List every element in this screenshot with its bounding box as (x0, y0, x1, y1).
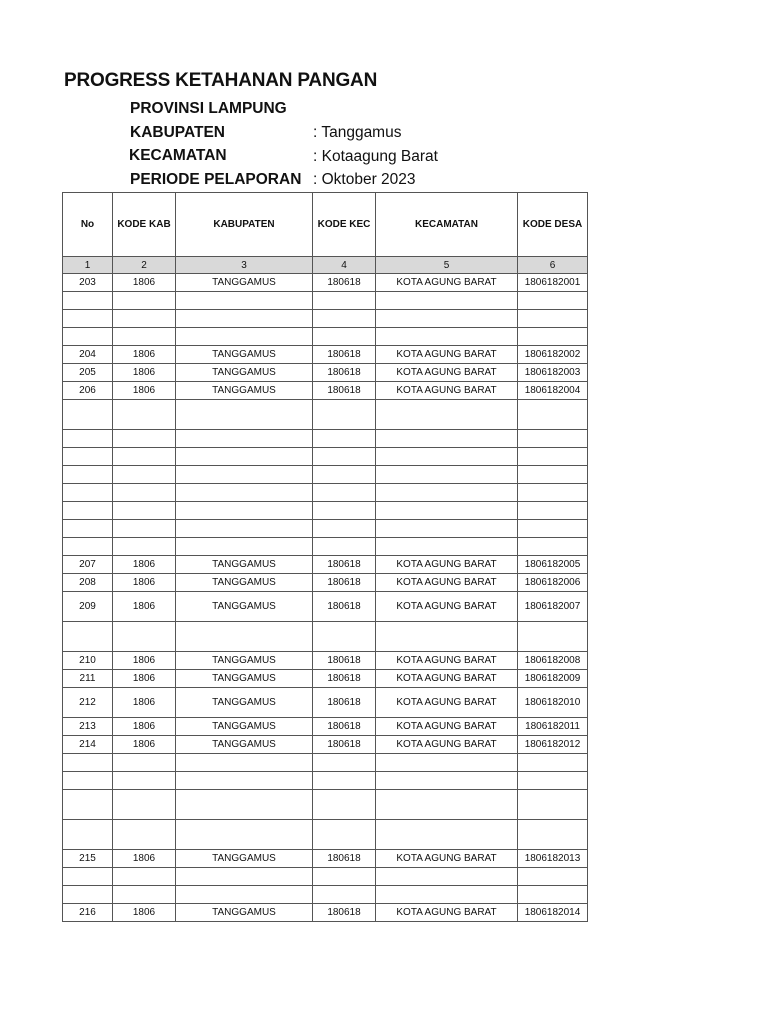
col-index: 6 (518, 257, 588, 274)
cell-kabupaten (176, 466, 313, 484)
col-index: 1 (63, 257, 113, 274)
cell-kabupaten (176, 790, 313, 820)
cell-kabupaten: TANGGAMUS (176, 688, 313, 718)
kecamatan-value: : Kotaagung Barat (313, 148, 438, 165)
cell-kode-kec (313, 820, 376, 850)
col-index: 5 (376, 257, 518, 274)
col-header-kode-kec: KODE KEC (313, 193, 376, 257)
col-index: 4 (313, 257, 376, 274)
table-row (63, 556, 588, 574)
cell-no (63, 292, 113, 310)
cell-no (63, 448, 113, 466)
cell-kecamatan: KOTA AGUNG BARAT (376, 670, 518, 688)
cell-kode-kec: 180618 (313, 556, 376, 574)
cell-kecamatan: KOTA AGUNG BARAT (376, 718, 518, 736)
cell-kode-kec (313, 502, 376, 520)
cell-kecamatan: KOTA AGUNG BARAT (376, 364, 518, 382)
progress-table (62, 192, 588, 922)
table-row (63, 850, 588, 868)
cell-kabupaten (176, 754, 313, 772)
cell-kabupaten (176, 328, 313, 346)
cell-kecamatan: KOTA AGUNG BARAT (376, 688, 518, 718)
cell-kabupaten (176, 400, 313, 430)
period-label: PERIODE PELAPORAN (130, 171, 302, 188)
cell-kode-kec: 180618 (313, 652, 376, 670)
table-row (63, 400, 588, 430)
cell-kecamatan (376, 790, 518, 820)
cell-kabupaten (176, 868, 313, 886)
table-row (63, 574, 588, 592)
table-row (63, 736, 588, 754)
cell-kode-kec: 180618 (313, 850, 376, 868)
cell-kabupaten (176, 484, 313, 502)
cell-kecamatan (376, 520, 518, 538)
cell-kecamatan (376, 622, 518, 652)
cell-no (63, 538, 113, 556)
cell-kode-kab (113, 448, 176, 466)
cell-kecamatan: KOTA AGUNG BARAT (376, 592, 518, 622)
cell-kecamatan (376, 886, 518, 904)
table-row (63, 688, 588, 718)
cell-kecamatan (376, 292, 518, 310)
table-row (63, 820, 588, 850)
cell-no (63, 790, 113, 820)
cell-kode-kab (113, 520, 176, 538)
cell-kode-kec (313, 772, 376, 790)
cell-no (63, 622, 113, 652)
cell-kode-kec: 180618 (313, 670, 376, 688)
cell-kode-kec: 180618 (313, 718, 376, 736)
cell-kode-kec (313, 484, 376, 502)
cell-kode-desa (518, 310, 588, 328)
cell-no: 205 (63, 364, 113, 382)
cell-kode-kec (313, 790, 376, 820)
table-row (63, 346, 588, 364)
cell-kode-desa (518, 502, 588, 520)
cell-kecamatan: KOTA AGUNG BARAT (376, 382, 518, 400)
cell-kabupaten: TANGGAMUS (176, 346, 313, 364)
cell-kode-desa (518, 520, 588, 538)
cell-kecamatan: KOTA AGUNG BARAT (376, 904, 518, 922)
table-row (63, 718, 588, 736)
table-row (63, 886, 588, 904)
cell-kecamatan (376, 400, 518, 430)
cell-kabupaten (176, 310, 313, 328)
cell-kabupaten: TANGGAMUS (176, 364, 313, 382)
cell-kode-kec (313, 520, 376, 538)
cell-kode-kab (113, 466, 176, 484)
table-row (63, 292, 588, 310)
cell-kecamatan: KOTA AGUNG BARAT (376, 574, 518, 592)
cell-no: 213 (63, 718, 113, 736)
col-index: 3 (176, 257, 313, 274)
cell-kode-kec: 180618 (313, 574, 376, 592)
cell-kode-desa (518, 328, 588, 346)
cell-kode-desa: 1806182005 (518, 556, 588, 574)
table-row (63, 592, 588, 622)
table-row (63, 466, 588, 484)
table-row (63, 622, 588, 652)
table-row (63, 670, 588, 688)
cell-kabupaten: TANGGAMUS (176, 736, 313, 754)
cell-kode-desa (518, 754, 588, 772)
cell-kabupaten: TANGGAMUS (176, 592, 313, 622)
cell-kode-kab (113, 400, 176, 430)
cell-no: 211 (63, 670, 113, 688)
cell-kode-desa: 1806182013 (518, 850, 588, 868)
cell-kabupaten (176, 538, 313, 556)
period-value: : Oktober 2023 (313, 171, 416, 188)
cell-no (63, 754, 113, 772)
cell-kecamatan (376, 538, 518, 556)
cell-no (63, 868, 113, 886)
cell-kode-desa (518, 790, 588, 820)
cell-no: 203 (63, 274, 113, 292)
cell-kabupaten: TANGGAMUS (176, 718, 313, 736)
cell-kabupaten (176, 430, 313, 448)
cell-kode-kab: 1806 (113, 592, 176, 622)
cell-kode-desa: 1806182003 (518, 364, 588, 382)
cell-kabupaten: TANGGAMUS (176, 652, 313, 670)
cell-kabupaten (176, 772, 313, 790)
cell-kode-desa (518, 430, 588, 448)
cell-kecamatan: KOTA AGUNG BARAT (376, 274, 518, 292)
cell-no: 209 (63, 592, 113, 622)
cell-kode-kab: 1806 (113, 556, 176, 574)
cell-no: 210 (63, 652, 113, 670)
kecamatan-label: KECAMATAN (129, 147, 227, 164)
cell-no: 214 (63, 736, 113, 754)
cell-kode-kec (313, 448, 376, 466)
cell-kode-kab: 1806 (113, 274, 176, 292)
cell-kabupaten (176, 292, 313, 310)
table-row (63, 754, 588, 772)
cell-kecamatan: KOTA AGUNG BARAT (376, 736, 518, 754)
cell-kabupaten (176, 502, 313, 520)
cell-kecamatan (376, 430, 518, 448)
cell-kode-desa (518, 820, 588, 850)
cell-kode-kab (113, 310, 176, 328)
cell-kabupaten: TANGGAMUS (176, 274, 313, 292)
cell-kode-kab: 1806 (113, 718, 176, 736)
table-row (63, 382, 588, 400)
cell-kode-desa (518, 538, 588, 556)
cell-kode-kec (313, 538, 376, 556)
cell-kode-kab (113, 820, 176, 850)
cell-kode-kec (313, 622, 376, 652)
cell-kecamatan (376, 448, 518, 466)
cell-kabupaten: TANGGAMUS (176, 850, 313, 868)
cell-kode-kab (113, 754, 176, 772)
cell-kecamatan (376, 502, 518, 520)
table-row (63, 868, 588, 886)
table-row (63, 448, 588, 466)
table-row (63, 790, 588, 820)
cell-kecamatan (376, 772, 518, 790)
cell-kode-kab (113, 622, 176, 652)
table-header-row (63, 193, 588, 257)
table-row (63, 904, 588, 922)
cell-kecamatan (376, 328, 518, 346)
cell-kecamatan (376, 754, 518, 772)
cell-kode-desa (518, 292, 588, 310)
cell-kode-desa (518, 466, 588, 484)
col-header-no: No (63, 193, 113, 257)
cell-no (63, 328, 113, 346)
cell-kode-kec (313, 754, 376, 772)
cell-kode-desa (518, 868, 588, 886)
table-row (63, 364, 588, 382)
cell-kode-kec: 180618 (313, 364, 376, 382)
cell-kode-kec: 180618 (313, 592, 376, 622)
cell-kode-kec (313, 868, 376, 886)
cell-kecamatan (376, 868, 518, 886)
cell-no: 215 (63, 850, 113, 868)
table-row (63, 430, 588, 448)
table-row (63, 484, 588, 502)
cell-no (63, 502, 113, 520)
province-label: PROVINSI LAMPUNG (130, 100, 287, 117)
cell-kode-kab: 1806 (113, 382, 176, 400)
cell-kode-kab: 1806 (113, 574, 176, 592)
cell-kabupaten (176, 622, 313, 652)
cell-kecamatan (376, 820, 518, 850)
cell-no (63, 820, 113, 850)
cell-kode-desa (518, 400, 588, 430)
cell-kecamatan (376, 484, 518, 502)
cell-kode-kab: 1806 (113, 904, 176, 922)
kabupaten-label: KABUPATEN (130, 124, 226, 141)
cell-kabupaten: TANGGAMUS (176, 904, 313, 922)
cell-no: 207 (63, 556, 113, 574)
cell-no (63, 484, 113, 502)
col-header-kecamatan: KECAMATAN (376, 193, 518, 257)
table-row (63, 502, 588, 520)
cell-kode-kab (113, 772, 176, 790)
cell-kode-desa (518, 772, 588, 790)
table-row (63, 520, 588, 538)
cell-kode-kec (313, 310, 376, 328)
cell-no (63, 466, 113, 484)
cell-kode-kab: 1806 (113, 346, 176, 364)
cell-kode-kab: 1806 (113, 736, 176, 754)
cell-kode-desa: 1806182012 (518, 736, 588, 754)
cell-kode-kec (313, 886, 376, 904)
cell-kode-kab (113, 292, 176, 310)
cell-kode-kab: 1806 (113, 670, 176, 688)
cell-kode-desa: 1806182011 (518, 718, 588, 736)
cell-kode-kec (313, 430, 376, 448)
report-title: PROGRESS KETAHANAN PANGAN (64, 70, 378, 91)
cell-kode-desa: 1806182002 (518, 346, 588, 364)
cell-kabupaten: TANGGAMUS (176, 670, 313, 688)
cell-no: 212 (63, 688, 113, 718)
cell-kecamatan (376, 310, 518, 328)
cell-kabupaten: TANGGAMUS (176, 382, 313, 400)
cell-kode-kab (113, 502, 176, 520)
cell-no: 208 (63, 574, 113, 592)
cell-kecamatan (376, 466, 518, 484)
cell-no (63, 310, 113, 328)
cell-kode-desa (518, 622, 588, 652)
cell-kode-kec (313, 328, 376, 346)
cell-kode-kec: 180618 (313, 274, 376, 292)
cell-kode-kec (313, 292, 376, 310)
cell-kode-kab (113, 886, 176, 904)
cell-kode-kab (113, 790, 176, 820)
cell-kabupaten (176, 820, 313, 850)
table-row (63, 538, 588, 556)
cell-kode-kab (113, 430, 176, 448)
cell-no: 206 (63, 382, 113, 400)
cell-kode-desa: 1806182007 (518, 592, 588, 622)
kabupaten-value: : Tanggamus (313, 124, 402, 141)
table-row (63, 772, 588, 790)
cell-no (63, 430, 113, 448)
cell-kode-kab: 1806 (113, 364, 176, 382)
cell-no: 204 (63, 346, 113, 364)
cell-kode-desa (518, 484, 588, 502)
cell-no (63, 400, 113, 430)
cell-kode-kec: 180618 (313, 688, 376, 718)
cell-kode-desa: 1806182001 (518, 274, 588, 292)
table-row (63, 274, 588, 292)
cell-kode-desa (518, 886, 588, 904)
cell-kabupaten (176, 886, 313, 904)
cell-kode-kec: 180618 (313, 904, 376, 922)
table-row (63, 310, 588, 328)
table-row (63, 652, 588, 670)
cell-no (63, 772, 113, 790)
cell-kode-desa: 1806182010 (518, 688, 588, 718)
table-row (63, 328, 588, 346)
col-index: 2 (113, 257, 176, 274)
cell-kode-desa: 1806182006 (518, 574, 588, 592)
cell-kode-desa: 1806182004 (518, 382, 588, 400)
table-body (63, 257, 588, 922)
col-header-kode-desa: KODE DESA (518, 193, 588, 257)
cell-kode-kab (113, 484, 176, 502)
cell-kode-kec: 180618 (313, 346, 376, 364)
column-index-row (63, 257, 588, 274)
cell-kecamatan: KOTA AGUNG BARAT (376, 652, 518, 670)
cell-kecamatan: KOTA AGUNG BARAT (376, 850, 518, 868)
cell-kode-desa: 1806182008 (518, 652, 588, 670)
cell-kode-kab (113, 328, 176, 346)
cell-kabupaten (176, 448, 313, 466)
cell-kode-desa (518, 448, 588, 466)
cell-no (63, 520, 113, 538)
cell-kode-kec: 180618 (313, 382, 376, 400)
cell-kode-kec: 180618 (313, 736, 376, 754)
cell-kode-kec (313, 400, 376, 430)
cell-kabupaten: TANGGAMUS (176, 574, 313, 592)
cell-kode-kab: 1806 (113, 652, 176, 670)
cell-no (63, 886, 113, 904)
cell-kecamatan: KOTA AGUNG BARAT (376, 346, 518, 364)
cell-kabupaten: TANGGAMUS (176, 556, 313, 574)
col-header-kabupaten: KABUPATEN (176, 193, 313, 257)
cell-kode-kab (113, 868, 176, 886)
cell-kode-kab: 1806 (113, 688, 176, 718)
cell-kabupaten (176, 520, 313, 538)
cell-kecamatan: KOTA AGUNG BARAT (376, 556, 518, 574)
cell-kode-desa: 1806182009 (518, 670, 588, 688)
cell-kode-kab (113, 538, 176, 556)
cell-kode-desa: 1806182014 (518, 904, 588, 922)
col-header-kode-kab: KODE KAB (113, 193, 176, 257)
cell-kode-kab: 1806 (113, 850, 176, 868)
cell-kode-kec (313, 466, 376, 484)
cell-no: 216 (63, 904, 113, 922)
